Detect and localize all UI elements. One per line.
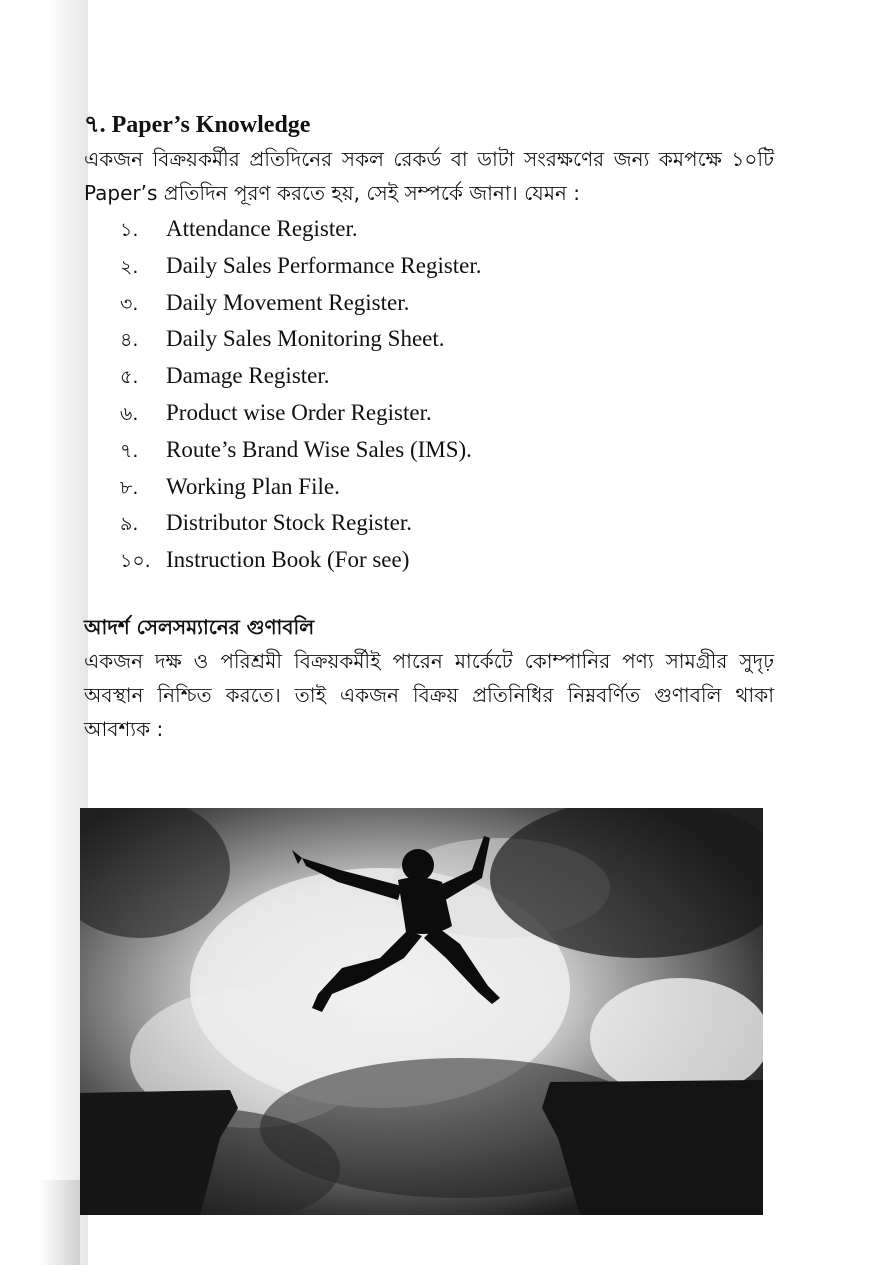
list-item-number: ৯. — [120, 513, 139, 536]
list-item-text: Damage Register. — [166, 363, 330, 389]
list-item-text: Instruction Book (For see) — [166, 547, 410, 573]
list-item-number: ২. — [120, 255, 139, 278]
page-content — [84, 108, 774, 746]
list-item-number: ১. — [120, 219, 139, 241]
list-item — [120, 474, 774, 511]
list-item-number: ১০. — [120, 550, 151, 573]
list-item-number: ৪. — [120, 329, 139, 352]
section-title-salesman-qualities: আদর্শ সেলসম্যানের গুণাবলি — [84, 614, 315, 639]
jumping-man-illustration — [80, 808, 763, 1215]
list-item-text: Route’s Brand Wise Sales (IMS). — [166, 436, 472, 462]
list-item-text: Product wise Order Register. — [166, 399, 432, 425]
list-item — [120, 547, 774, 584]
list-item — [120, 363, 774, 400]
list-item-text: Attendance Register. — [166, 216, 358, 241]
list-item — [120, 216, 774, 253]
section-intro-paragraph: একজন বিক্রয়কর্মীর প্রতিদিনের সকল রেকর্ড বা ডাটা সংরক্ষণের জন্য কমপক্ষে ১০টি Paper’s প্রতিদিন পূরণ করতে হয়, সেই সম্পর্কে জানা। যেমন : — [84, 147, 774, 205]
list-item-number: ৮. — [120, 476, 139, 499]
section-title-papers-knowledge: ৭. Paper’s Knowledge — [84, 112, 311, 138]
page-binding-shadow — [40, 1180, 80, 1265]
list-item — [120, 326, 774, 363]
list-item-number: ৫. — [120, 366, 139, 389]
list-item — [120, 253, 774, 290]
list-item — [120, 437, 774, 474]
list-item-text: Daily Sales Monitoring Sheet. — [166, 326, 445, 352]
list-item-text: Daily Movement Register. — [166, 289, 410, 315]
list-item-number: ৩. — [120, 292, 139, 315]
list-item-number: ৬. — [120, 402, 139, 425]
list-item-text: Working Plan File. — [166, 473, 340, 499]
list-item — [120, 400, 774, 437]
list-item-text: Distributor Stock Register. — [166, 510, 412, 536]
papers-list — [84, 216, 774, 584]
salesman-qualities-section — [84, 610, 774, 746]
jumping-man-photo — [80, 808, 763, 1215]
list-item — [120, 510, 774, 547]
section-body-paragraph: একজন দক্ষ ও পরিশ্রমী বিক্রয়কর্মীই পারেন মার্কেটে কোম্পানির পণ্য সামগ্রীর সুদৃঢ় অবস্থান নিশ্চিত করতে। তাই একজন বিক্রয় প্রতিনিধির নিম্নবর্ণিত গুণাবলি থাকা আবশ্যক : — [84, 648, 774, 741]
list-item-number: ৭. — [120, 439, 139, 462]
list-item — [120, 290, 774, 327]
page-binding-edge — [0, 0, 88, 1265]
list-item-text: Daily Sales Performance Register. — [166, 252, 482, 278]
